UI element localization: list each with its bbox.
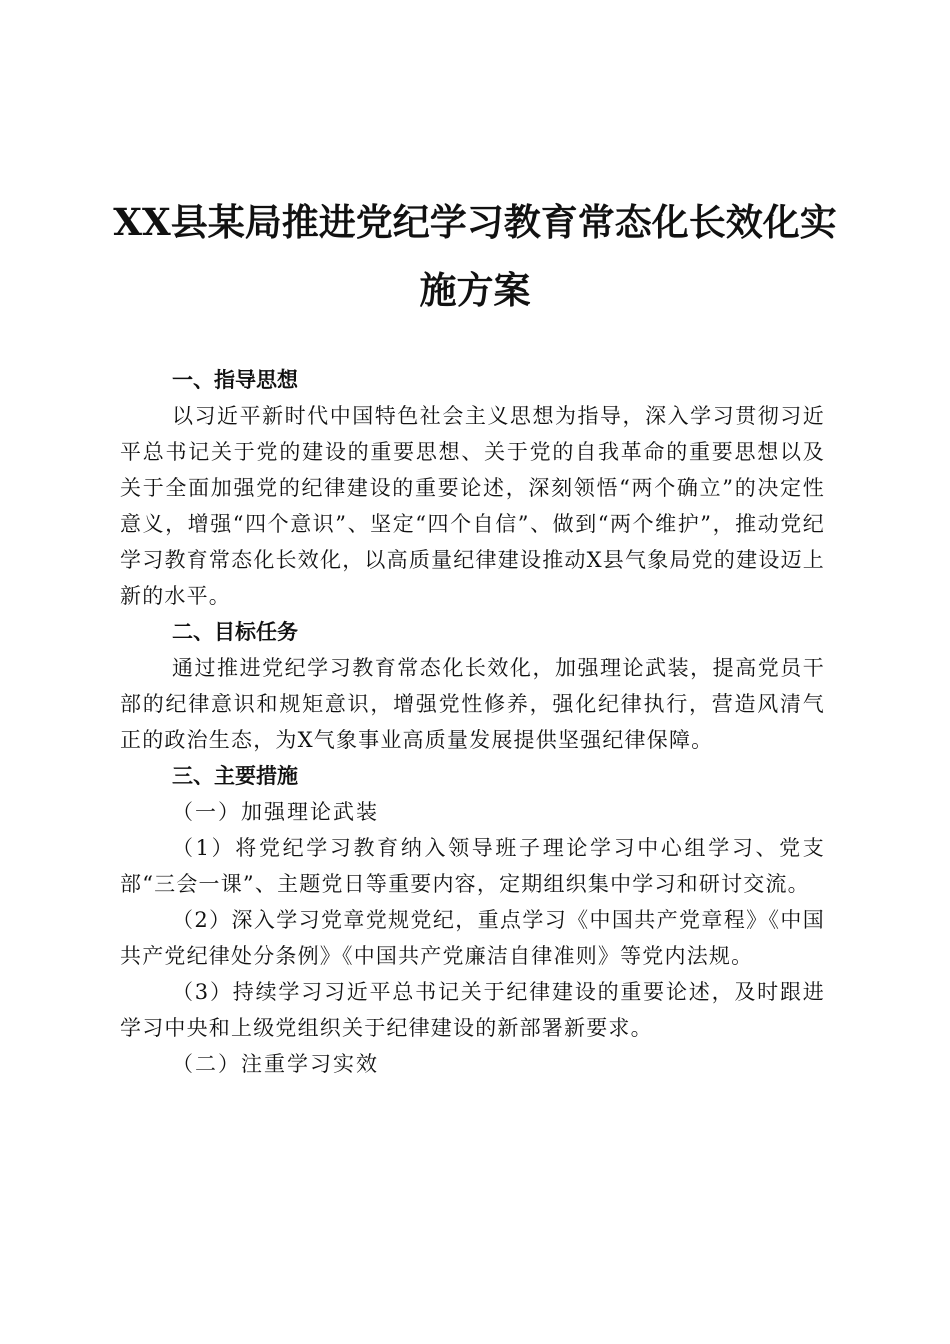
section-heading-guiding-ideology: 一、指导思想 [172, 368, 298, 392]
document-title-line-2: 施方案 [419, 268, 531, 312]
section-heading-main-measures: 三、主要措施 [172, 764, 298, 788]
measure-item-2: （2）深入学习党章党规党纪，重点学习《中国共产党章程》《中国共产党纪律处分条例》《中国共产党廉洁自律准则》等党内法规。 [120, 908, 825, 968]
paragraph-guiding-ideology: 以习近平新时代中国特色社会主义思想为指导，深入学习贯彻习近平总书记关于党的建设的重要思想、关于党的自我革命的重要思想以及关于全面加强党的纪律建设的重要论述，深刻领悟“两个确立”的决定性意义，增强“四个意识”、坚定“四个自信”、做到“两个维护”，推动党纪学习教育常态化长效化，以高质量纪律建设推动X县气象局党的建设迈上新的水平。 [120, 404, 825, 608]
document-title-line-1: XX县某局推进党纪学习教育常态化长效化实 [113, 200, 837, 244]
subheading-learning-effectiveness: （二）注重学习实效 [172, 1052, 379, 1076]
measure-item-1: （1）将党纪学习教育纳入领导班子理论学习中心组学习、党支部“三会一课”、主题党日等重要内容，定期组织集中学习和研讨交流。 [120, 836, 825, 896]
document-body [120, 362, 825, 1082]
subheading-theory-armament: （一）加强理论武装 [172, 800, 379, 824]
section-heading-objectives: 二、目标任务 [172, 620, 298, 644]
measure-item-3: （3）持续学习习近平总书记关于纪律建设的重要论述，及时跟进学习中央和上级党组织关于纪律建设的新部署新要求。 [120, 980, 825, 1040]
paragraph-objectives: 通过推进党纪学习教育常态化长效化，加强理论武装，提高党员干部的纪律意识和规矩意识，增强党性修养，强化纪律执行，营造风清气正的政治生态，为X气象事业高质量发展提供坚强纪律保障。 [120, 656, 825, 752]
